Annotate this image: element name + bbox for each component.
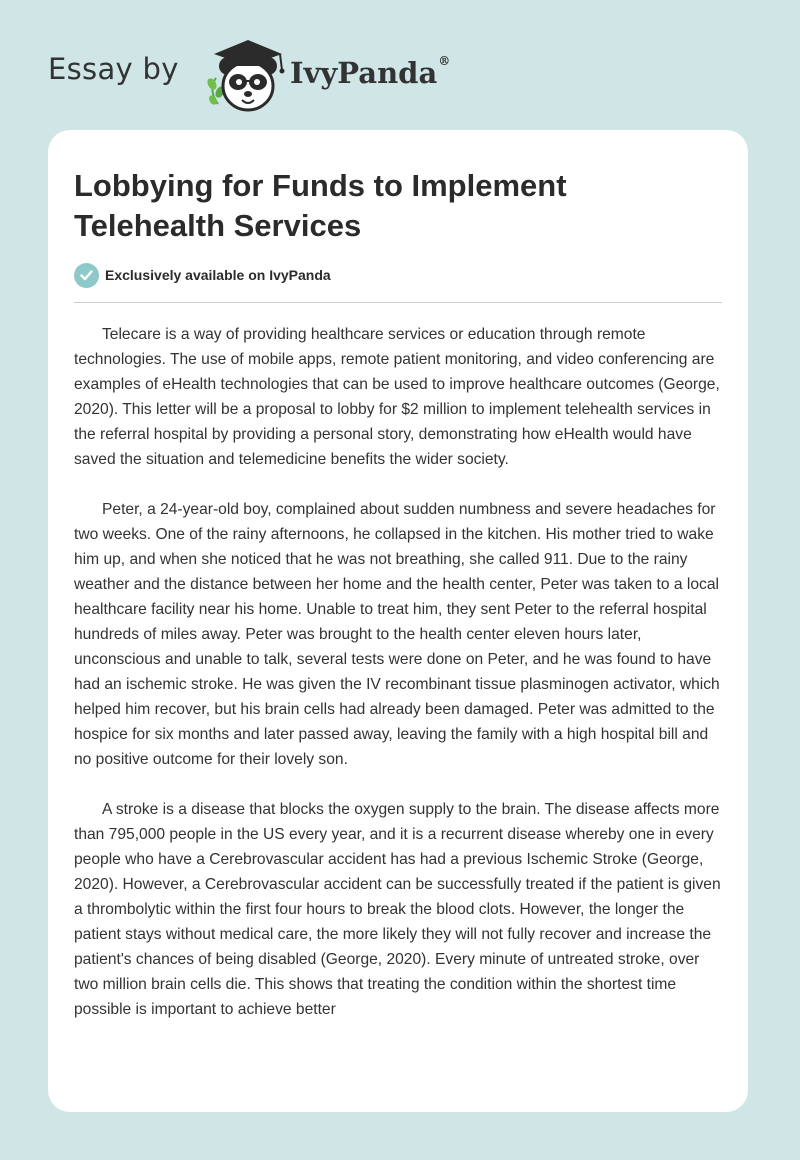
essay-by-label: Essay by [48,52,179,86]
exclusive-label: Exclusively available on IvyPanda [105,267,331,283]
paragraph: A stroke is a disease that blocks the oxygen supply to the brain. The disease affects more than 795,000 people in the US every year, and it is a recurrent disease whereby one in every people who have a Cerebrovascular accident has had a previous Ischemic Stroke (George, 2020). However, a Cerebrovascular accident can be successfully treated if the patient is given a thrombolytic within the first four hours to break the blood clots. However, the longer the patient stays without medical care, the more likely they will not fully recover and increase the patient's chances of being disabled (George, 2020). Every minute of untreated stroke, over two million brain cells die. This shows that treating the condition within the shortest time possible is important to achieve better [74,801,721,1018]
trademark-symbol: ® [438,54,451,68]
check-circle-icon [74,263,99,288]
essay-card [48,130,748,1112]
paragraph: Telecare is a way of providing healthcare services or education through remote technologies. The use of mobile apps, remote patient monitoring, and video conferencing are examples of eHealth technologies that can be used to improve healthcare outcomes (George, 2020). This letter will be a proposal to lobby for $2 million to implement telehealth services in the referral hospital by providing a personal story, demonstrating how eHealth would have saved the situation and telemedicine benefits the wider society. [74,326,720,468]
divider [74,302,722,303]
paragraph: Peter, a 24-year-old boy, complained about sudden numbness and severe headaches for two weeks. One of the rainy afternoons, he collapsed in the kitchen. His mother tried to wake him up, and when she noticed that he was not breathing, she called 911. Due to the rainy weather and the distance between her home and the health center, Peter was taken to a local healthcare facility near his home. Unable to treat him, they sent Peter to the referral hospital hundreds of miles away. Peter was brought to the health center eleven hours later, unconscious and unable to talk, several tests were done on Peter, and he was found to have had an ischemic stroke. He was given the IV recombinant tissue plasminogen activator, which helped him recover, but his brain cells had already been damaged. Peter was admitted to the hospice for six months and later passed away, leaving the family with a high hospital bill and no positive outcome for their lovely son. [74,501,720,768]
panda-logo-icon[interactable] [202,34,290,114]
essay-body [74,322,724,1047]
exclusive-badge [74,262,331,288]
brand-name[interactable]: IvyPanda® [290,54,451,90]
page-title: Lobbying for Funds to Implement Telehealth Services [74,168,567,243]
site-header [48,30,508,110]
